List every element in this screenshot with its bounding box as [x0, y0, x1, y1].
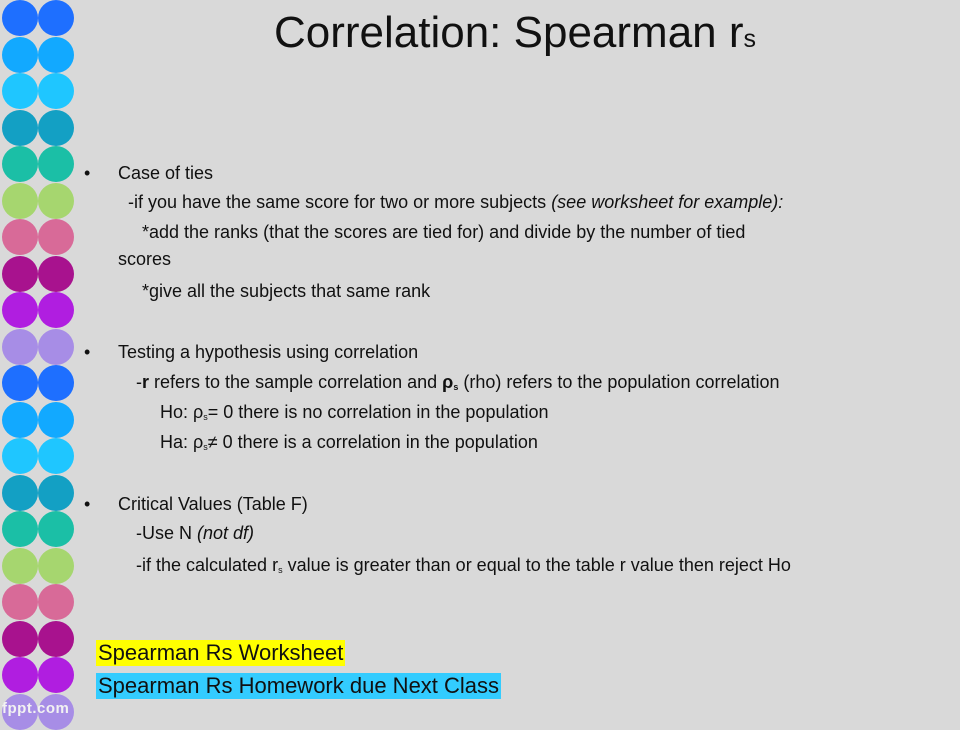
bullet-hypothesis: •: [84, 342, 91, 362]
hypothesis-heading: Testing a hypothesis using correlation: [118, 342, 419, 362]
decorative-dot: [38, 110, 74, 146]
decorative-dot: [2, 584, 38, 620]
watermark-logo: fppt.com: [2, 700, 70, 717]
slide-title-text: Correlation: Spearman r: [273, 8, 744, 57]
decorative-dot: [38, 365, 74, 401]
hypothesis-rho-symbol: ρ: [442, 372, 454, 392]
decorative-dot: [2, 73, 38, 109]
critical-line-2-end: value is greater than or equal to the table r value then reject Ho: [282, 555, 791, 575]
decorative-dot: [2, 402, 38, 438]
decorative-dot: [38, 438, 74, 474]
bullet-ties: •: [84, 163, 91, 183]
homework-link[interactable]: Spearman Rs Homework due Next Class: [98, 673, 500, 698]
decorative-dot: [2, 110, 38, 146]
ties-line-3: *give all the subjects that same rank: [142, 281, 431, 301]
worksheet-link[interactable]: Spearman Rs Worksheet: [98, 640, 344, 665]
critical-line-1-text: -Use N: [136, 523, 198, 543]
decorative-dot: [38, 256, 74, 292]
decorative-dot: [38, 402, 74, 438]
hypothesis-line-1-end: (rho) refers to the population correlation: [458, 372, 780, 392]
decorative-dot: [2, 183, 38, 219]
critical-line-2-subscript: s: [278, 565, 283, 575]
ties-heading: Case of ties: [118, 163, 214, 183]
decorative-dot: [38, 548, 74, 584]
decorative-dot: [2, 329, 38, 365]
ho-subscript: s: [203, 412, 208, 422]
critical-line-2-start: -if the calculated r: [136, 555, 279, 575]
decorative-dot: [2, 438, 38, 474]
ho-text: = 0 there is no correlation in the population: [207, 402, 549, 422]
ties-line-2: *add the ranks (that the scores are tied for) and divide by the number of tied: [142, 222, 746, 242]
ha-subscript: s: [203, 442, 208, 452]
decorative-dot: [2, 475, 38, 511]
decorative-dot: [2, 365, 38, 401]
hypothesis-r-symbol: r: [142, 372, 150, 392]
hypothesis-rho-subscript: s: [453, 382, 459, 392]
ho-label: Ho: ρ: [160, 402, 204, 422]
decorative-dot: [2, 219, 38, 255]
decorative-dot: [38, 219, 74, 255]
decorative-dot: [38, 511, 74, 547]
slide-title-subscript: s: [743, 25, 757, 53]
ha-text: ≠ 0 there is a correlation in the population: [207, 432, 538, 452]
decorative-dot: [38, 183, 74, 219]
decorative-dot: [38, 584, 74, 620]
hypothesis-line-1: [136, 371, 780, 398]
decorative-dot: [38, 621, 74, 657]
decorative-dot: [38, 292, 74, 328]
ties-line-1: [128, 191, 783, 213]
hypothesis-line-1-mid: refers to the sample correlation and: [149, 372, 443, 392]
ties-line-1-note: (see worksheet for example):: [551, 192, 784, 212]
slide-title: [0, 8, 960, 58]
decorative-dot: [38, 475, 74, 511]
ties-line-2-continued: scores: [118, 249, 172, 269]
decorative-dot: [2, 621, 38, 657]
decorative-dot: [2, 146, 38, 182]
bullet-critical: •: [84, 494, 91, 514]
decorative-dot: [2, 548, 38, 584]
ha-label: Ha: ρ: [160, 432, 204, 452]
decorative-dot: [2, 256, 38, 292]
critical-heading: Critical Values (Table F): [118, 494, 308, 514]
decorative-dot: [38, 657, 74, 693]
hypothesis-dash: -: [136, 372, 142, 392]
decorative-dot: [2, 657, 38, 693]
decorative-dot: [38, 329, 74, 365]
decorative-dot-border: [0, 0, 76, 720]
critical-line-2: [136, 554, 791, 581]
decorative-dot: [2, 511, 38, 547]
decorative-dot: [38, 73, 74, 109]
decorative-dot: [2, 292, 38, 328]
critical-line-1-note: (not df): [197, 523, 255, 543]
null-hypothesis: [160, 401, 549, 428]
decorative-dot: [38, 146, 74, 182]
alternative-hypothesis: [160, 431, 538, 458]
ties-line-1-text: -if you have the same score for two or more subjects: [128, 192, 552, 212]
critical-line-1: [136, 522, 254, 544]
